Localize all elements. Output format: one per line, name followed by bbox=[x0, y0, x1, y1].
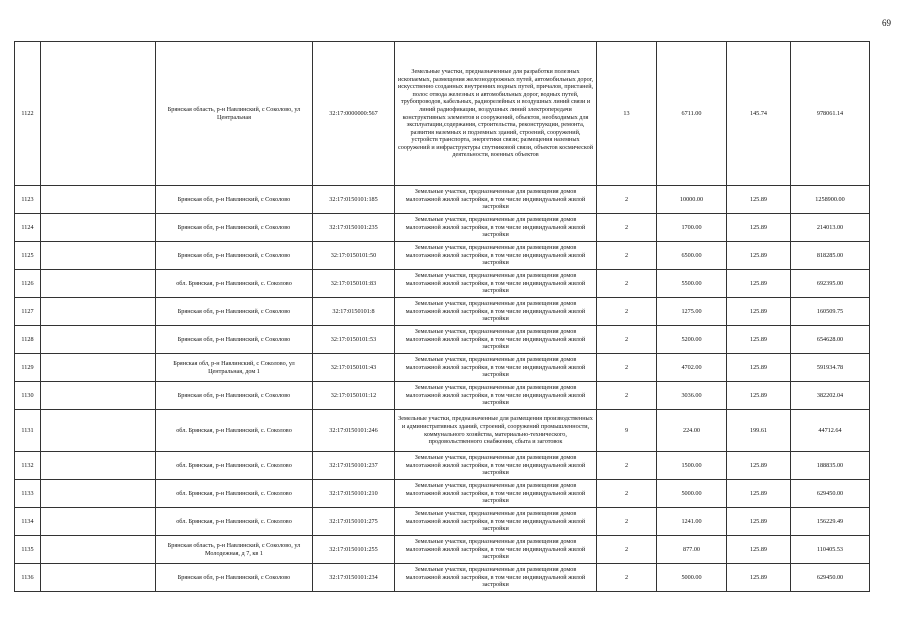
cadastral-number-cell: 32:17:0000000:567 bbox=[313, 42, 395, 186]
specific-value-cell: 125.89 bbox=[727, 480, 791, 508]
cadastral-number-cell: 32:17:0150101:210 bbox=[313, 480, 395, 508]
group-cell: 2 bbox=[597, 186, 657, 214]
cadastral-number-cell: 32:17:0150101:43 bbox=[313, 354, 395, 382]
group-cell: 9 bbox=[597, 410, 657, 452]
row-number-cell: 1136 bbox=[15, 564, 41, 592]
specific-value-cell: 125.89 bbox=[727, 186, 791, 214]
empty-cell bbox=[41, 508, 156, 536]
table-row bbox=[15, 186, 870, 214]
row-number-cell: 1123 bbox=[15, 186, 41, 214]
table-row bbox=[15, 326, 870, 354]
group-cell: 2 bbox=[597, 508, 657, 536]
empty-cell bbox=[41, 452, 156, 480]
area-cell: 5200.00 bbox=[657, 326, 727, 354]
land-use-cell: Земельные участки, предназначенные для размещения домов малоэтажной жилой застройки, в том числе индивидуальной жилой застройки bbox=[395, 242, 597, 270]
empty-cell bbox=[41, 242, 156, 270]
cadastral-value-cell: 160509.75 bbox=[791, 298, 870, 326]
area-cell: 3036.00 bbox=[657, 382, 727, 410]
cadastral-number-cell: 32:17:0150101:237 bbox=[313, 452, 395, 480]
empty-cell bbox=[41, 298, 156, 326]
group-cell: 2 bbox=[597, 270, 657, 298]
address-cell: обл. Брянская, р-н Навлинский, с. Соколово bbox=[156, 508, 313, 536]
row-number-cell: 1127 bbox=[15, 298, 41, 326]
cadastral-value-cell: 110405.53 bbox=[791, 536, 870, 564]
row-number-cell: 1133 bbox=[15, 480, 41, 508]
cadastral-number-cell: 32:17:0150101:50 bbox=[313, 242, 395, 270]
page-number: 69 bbox=[882, 18, 891, 28]
row-number-cell: 1122 bbox=[15, 42, 41, 186]
table-row bbox=[15, 564, 870, 592]
cadastral-value-cell: 692395.00 bbox=[791, 270, 870, 298]
cadastral-value-cell: 818285.00 bbox=[791, 242, 870, 270]
specific-value-cell: 125.89 bbox=[727, 536, 791, 564]
address-cell: Брянская область, р-н Навлинский, с Соколово, ул Молодежная, д 7, кв 1 bbox=[156, 536, 313, 564]
cadastral-value-cell: 44712.64 bbox=[791, 410, 870, 452]
address-cell: Брянская обл, р-н Навлинский, с Соколово bbox=[156, 298, 313, 326]
area-cell: 10000.00 bbox=[657, 186, 727, 214]
empty-cell bbox=[41, 564, 156, 592]
group-cell: 2 bbox=[597, 326, 657, 354]
address-cell: Брянская область, р-н Навлинский, с Соколово, ул Центральная bbox=[156, 42, 313, 186]
cadastral-value-cell: 1258900.00 bbox=[791, 186, 870, 214]
group-cell: 2 bbox=[597, 536, 657, 564]
cadastral-value-cell: 629450.00 bbox=[791, 480, 870, 508]
land-use-cell: Земельные участки, предназначенные для размещения домов малоэтажной жилой застройки, в том числе индивидуальной жилой застройки bbox=[395, 354, 597, 382]
specific-value-cell: 125.89 bbox=[727, 298, 791, 326]
land-use-cell: Земельные участки, предназначенные для размещения домов малоэтажной жилой застройки, в том числе индивидуальной жилой застройки bbox=[395, 214, 597, 242]
row-number-cell: 1134 bbox=[15, 508, 41, 536]
table-row bbox=[15, 382, 870, 410]
empty-cell bbox=[41, 214, 156, 242]
land-use-cell: Земельные участки, предназначенные для размещения домов малоэтажной жилой застройки, в том числе индивидуальной жилой застройки bbox=[395, 186, 597, 214]
specific-value-cell: 125.89 bbox=[727, 564, 791, 592]
group-cell: 2 bbox=[597, 298, 657, 326]
cadastral-number-cell: 32:17:0150101:234 bbox=[313, 564, 395, 592]
address-cell: Брянская обл, р-н Навлинский, с Соколово, ул Центральная, дом 1 bbox=[156, 354, 313, 382]
land-use-cell: Земельные участки, предназначенные для размещения домов малоэтажной жилой застройки, в том числе индивидуальной жилой застройки bbox=[395, 480, 597, 508]
cadastral-value-cell: 654628.00 bbox=[791, 326, 870, 354]
address-cell: обл. Брянская, р-н Навлинский, с. Соколово bbox=[156, 410, 313, 452]
land-use-cell: Земельные участки, предназначенные для размещения домов малоэтажной жилой застройки, в том числе индивидуальной жилой застройки bbox=[395, 508, 597, 536]
empty-cell bbox=[41, 186, 156, 214]
area-cell: 1500.00 bbox=[657, 452, 727, 480]
specific-value-cell: 125.89 bbox=[727, 214, 791, 242]
row-number-cell: 1124 bbox=[15, 214, 41, 242]
area-cell: 5500.00 bbox=[657, 270, 727, 298]
table-row bbox=[15, 298, 870, 326]
address-cell: Брянская обл, р-н Навлинский, с Соколово bbox=[156, 564, 313, 592]
empty-cell bbox=[41, 536, 156, 564]
row-number-cell: 1126 bbox=[15, 270, 41, 298]
empty-cell bbox=[41, 354, 156, 382]
specific-value-cell: 125.89 bbox=[727, 452, 791, 480]
cadastral-number-cell: 32:17:0150101:275 bbox=[313, 508, 395, 536]
address-cell: Брянская обл, р-н Навлинский, с Соколово bbox=[156, 214, 313, 242]
row-number-cell: 1129 bbox=[15, 354, 41, 382]
group-cell: 2 bbox=[597, 452, 657, 480]
land-use-cell: Земельные участки, предназначенные для размещения домов малоэтажной жилой застройки, в том числе индивидуальной жилой застройки bbox=[395, 536, 597, 564]
address-cell: обл. Брянская, р-н Навлинский, с. Соколово bbox=[156, 270, 313, 298]
cadastral-value-cell: 629450.00 bbox=[791, 564, 870, 592]
table-row bbox=[15, 410, 870, 452]
land-use-cell: Земельные участки, предназначенные для размещения домов малоэтажной жилой застройки, в том числе индивидуальной жилой застройки bbox=[395, 326, 597, 354]
table-row bbox=[15, 508, 870, 536]
cadastral-value-cell: 382202.04 bbox=[791, 382, 870, 410]
cadastral-number-cell: 32:17:0150101:185 bbox=[313, 186, 395, 214]
table-row bbox=[15, 270, 870, 298]
empty-cell bbox=[41, 382, 156, 410]
land-use-cell: Земельные участки, предназначенные для размещения домов малоэтажной жилой застройки, в том числе индивидуальной жилой застройки bbox=[395, 382, 597, 410]
empty-cell bbox=[41, 410, 156, 452]
address-cell: Брянская обл, р-н Навлинский, с Соколово bbox=[156, 186, 313, 214]
cadastral-value-cell: 978061.14 bbox=[791, 42, 870, 186]
table-row bbox=[15, 242, 870, 270]
group-cell: 2 bbox=[597, 242, 657, 270]
cadastral-number-cell: 32:17:0150101:255 bbox=[313, 536, 395, 564]
table-row bbox=[15, 536, 870, 564]
address-cell: Брянская обл, р-н Навлинский, с Соколово bbox=[156, 326, 313, 354]
specific-value-cell: 145.74 bbox=[727, 42, 791, 186]
address-cell: обл. Брянская, р-н Навлинский, с. Соколово bbox=[156, 480, 313, 508]
row-number-cell: 1130 bbox=[15, 382, 41, 410]
cadastral-value-cell: 188835.00 bbox=[791, 452, 870, 480]
address-cell: обл. Брянская, р-н Навлинский, с. Соколово bbox=[156, 452, 313, 480]
group-cell: 2 bbox=[597, 214, 657, 242]
area-cell: 6711.00 bbox=[657, 42, 727, 186]
group-cell: 2 bbox=[597, 564, 657, 592]
cadastral-value-cell: 214013.00 bbox=[791, 214, 870, 242]
empty-cell bbox=[41, 270, 156, 298]
cadastral-value-cell: 156229.49 bbox=[791, 508, 870, 536]
table-row bbox=[15, 214, 870, 242]
table-row bbox=[15, 354, 870, 382]
land-use-cell: Земельные участки, предназначенные для размещения домов малоэтажной жилой застройки, в том числе индивидуальной жилой застройки bbox=[395, 298, 597, 326]
cadastral-number-cell: 32:17:0150101:235 bbox=[313, 214, 395, 242]
cadastral-number-cell: 32:17:0150101:83 bbox=[313, 270, 395, 298]
row-number-cell: 1135 bbox=[15, 536, 41, 564]
empty-cell bbox=[41, 42, 156, 186]
specific-value-cell: 125.89 bbox=[727, 382, 791, 410]
specific-value-cell: 125.89 bbox=[727, 242, 791, 270]
table-row bbox=[15, 452, 870, 480]
cadastral-number-cell: 32:17:0150101:8 bbox=[313, 298, 395, 326]
group-cell: 2 bbox=[597, 382, 657, 410]
address-cell: Брянская обл, р-н Навлинский, с Соколово bbox=[156, 242, 313, 270]
land-use-cell: Земельные участки, предназначенные для размещения домов малоэтажной жилой застройки, в том числе индивидуальной жилой застройки bbox=[395, 564, 597, 592]
address-cell: Брянская обл, р-н Навлинский, с Соколово bbox=[156, 382, 313, 410]
specific-value-cell: 199.61 bbox=[727, 410, 791, 452]
area-cell: 224.00 bbox=[657, 410, 727, 452]
specific-value-cell: 125.89 bbox=[727, 270, 791, 298]
cadastral-value-cell: 591934.78 bbox=[791, 354, 870, 382]
table-row bbox=[15, 42, 870, 186]
land-use-cell: Земельные участки, предназначенные для размещения домов малоэтажной жилой застройки, в том числе индивидуальной жилой застройки bbox=[395, 270, 597, 298]
row-number-cell: 1125 bbox=[15, 242, 41, 270]
empty-cell bbox=[41, 480, 156, 508]
cadastral-number-cell: 32:17:0150101:53 bbox=[313, 326, 395, 354]
cadastral-number-cell: 32:17:0150101:246 bbox=[313, 410, 395, 452]
land-use-cell: Земельные участки, предназначенные для разработки полезных ископаемых, размещения железнодорожных путей, автомобильных дорог, искусственно созданных внутренних водных путей, причалов, пристаней, полос отвода железных и автомобильных дорог, водных путей, трубопроводов, кабельных, радиорелейных и воздушных линий связи и линий радиофикации, воздушных линий электропередачи конструктивных элементов и сооружений, объектов, необходимых для эксплуатации,содержания, строительства, реконструкции, ремонта, развития наземных и подземных зданий, строений, сооружений, устройств транспорта, энергетики связи; размещения наземных сооружений и инфраструктуры спутниковой связи, объектов космической деятельности, военных объектов bbox=[395, 42, 597, 186]
land-use-cell: Земельные участки, предназначенные для размещения производственных и административных зданий, строений, сооружений промышленности, коммунального хозяйства, материально-технического, продовольственного снабжения, сбыта и заготовок bbox=[395, 410, 597, 452]
row-number-cell: 1128 bbox=[15, 326, 41, 354]
group-cell: 2 bbox=[597, 480, 657, 508]
area-cell: 5000.00 bbox=[657, 480, 727, 508]
row-number-cell: 1132 bbox=[15, 452, 41, 480]
land-use-cell: Земельные участки, предназначенные для размещения домов малоэтажной жилой застройки, в том числе индивидуальной жилой застройки bbox=[395, 452, 597, 480]
specific-value-cell: 125.89 bbox=[727, 508, 791, 536]
area-cell: 6500.00 bbox=[657, 242, 727, 270]
area-cell: 4702.00 bbox=[657, 354, 727, 382]
area-cell: 1700.00 bbox=[657, 214, 727, 242]
specific-value-cell: 125.89 bbox=[727, 354, 791, 382]
row-number-cell: 1131 bbox=[15, 410, 41, 452]
area-cell: 1241.00 bbox=[657, 508, 727, 536]
area-cell: 1275.00 bbox=[657, 298, 727, 326]
specific-value-cell: 125.89 bbox=[727, 326, 791, 354]
group-cell: 13 bbox=[597, 42, 657, 186]
area-cell: 5000.00 bbox=[657, 564, 727, 592]
table-row bbox=[15, 480, 870, 508]
table-body bbox=[15, 42, 870, 592]
empty-cell bbox=[41, 326, 156, 354]
group-cell: 2 bbox=[597, 354, 657, 382]
land-plots-table bbox=[14, 41, 870, 592]
area-cell: 877.00 bbox=[657, 536, 727, 564]
cadastral-number-cell: 32:17:0150101:12 bbox=[313, 382, 395, 410]
